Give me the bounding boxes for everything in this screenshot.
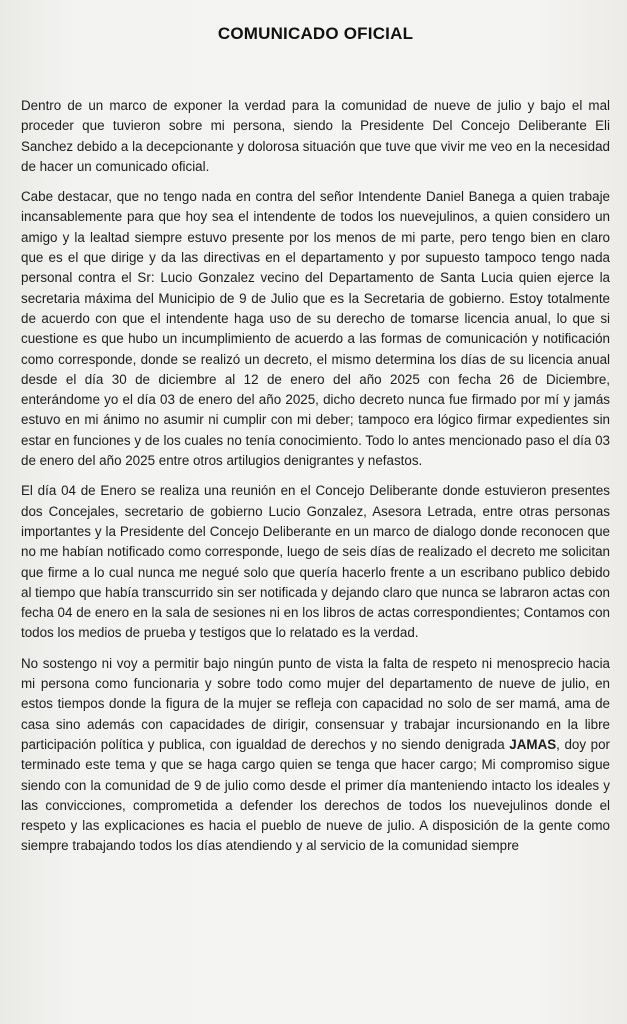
paragraph-3: El día 04 de Enero se realiza una reunión en el Concejo Deliberante donde estuvieron presentes dos Concejales, secretario de gobierno Lucio Gonzalez, Asesora Letrada, entre otras personas importantes y la Presidente del Concejo Deliberante en un marco de dialogo donde reconocen que no me habían notificado como corresponde, luego de seis días de realizado el decreto me solicitan que firme a lo cual nunca me negué solo que quería hacerlo frente a un escribano publico debido al tiempo que había transcurrido sin ser notificada y dejando claro que nunca se labraron actas con fecha 04 de enero en la sala de sesiones ni en los libros de actas correspondientes; Contamos con todos los medios de prueba y testigos que lo relatado es la verdad. [21,483,610,641]
paragraph-4-emphasis: JAMAS [509,736,557,752]
document-title: COMUNICADO OFICIAL [217,24,414,43]
paragraph-1: Dentro de un marco de exponer la verdad para la comunidad de nueve de julio y bajo el mal proceder que tuvieron sobre mi persona, siendo la Presidente Del Concejo Deliberante Eli Sanchez debido a la decepcionante y dolorosa situación que tuve que vivir me veo en la necesidad de hacer un comunicado oficial. [21,98,610,174]
paragraph-2: Cabe destacar, que no tengo nada en contra del señor Intendente Daniel Banega a quien trabaje incansablemente para que hoy sea el intendente de todos los nuevejulinos, a quien considero un amigo y la lealtad siempre estuvo presente por los menos de mi parte, pero tengo bien en claro que es el que dirige y da las directivas en el departamento y por supuesto tampoco tengo nada personal contra el Sr: Lucio Gonzalez vecino del Departamento de Santa Lucia quien ejerce la secretaria máxima del Municipio de 9 de Julio que es la Secretaria de gobierno. Estoy totalmente de acuerdo con que el intendente haga uso de su derecho de tomarse licencia anual, lo que si cuestione es que hubo un incumplimiento de acuerdo a las formas de comunicación y notificación como corresponde, donde se realizó un decreto, el mismo determina los días de su licencia anual desde el día 30 de diciembre al 12 de enero del año 2025 con fecha 26 de Diciembre, enterándome yo el día 03 de enero del año 2025, dicho decreto nunca fue firmado por mí y jamás estuvo en mi ánimo no asumir ni cumplir con mi deber; tampoco era lógico firmar expedientes sin estar en funciones y de los cuales no tenía conocimiento. Todo lo antes mencionado paso el día 03 de enero del año 2025 entre otros artilugios denigrantes y nefastos. [21,189,610,469]
paragraph-4 [21,654,610,857]
paragraph-4-part-1: No sostengo ni voy a permitir bajo ningún punto de vista la falta de respeto ni menosprecio hacia mi persona como funcionaria y sobre todo como mujer del departamento de nueve de julio, en estos tiempos donde la figura de la mujer se refleja con capacidad no solo de ser mamá, ama de casa sino además con capacidades de dirigir, consensuar y trabajar incursionando en la libre participación política y publica, con igualdad de derechos y no siendo denigrada [21,655,610,752]
paragraph-4-part-2: , doy por terminado este tema y que se haga cargo quien se tenga que hacer cargo; Mi compromiso sigue siendo con la comunidad de 9 de julio como desde el primer día manteniendo intacto los ideales y las convicciones, comprometida a defender los derechos de todos los nuevejulinos donde el respeto y las explicaciones es hacia el pueblo de nueve de julio. A disposición de la gente como siempre trabajando todos los días atendiendo y al servicio de la comunidad siempre [21,736,611,854]
